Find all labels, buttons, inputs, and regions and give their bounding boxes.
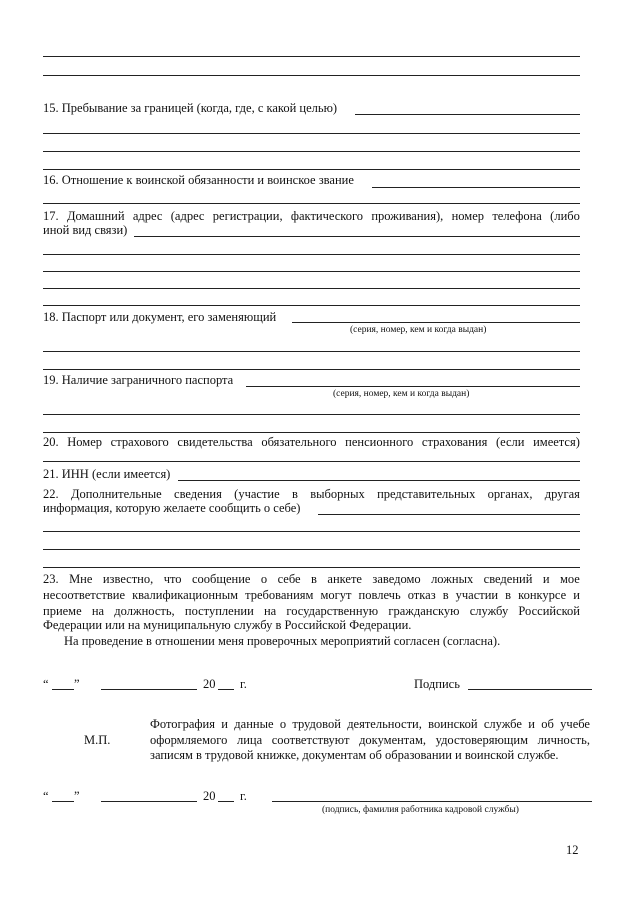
word: и: [542, 572, 550, 586]
word: страхового: [110, 435, 169, 449]
q15-answer-line[interactable]: [355, 114, 580, 115]
stamp-mp: М.П.: [84, 733, 111, 747]
word: 17.: [43, 209, 59, 223]
word: соответствуют: [271, 733, 350, 747]
word: (либо: [550, 209, 580, 223]
hr-signature-hint: (подпись, фамилия работника кадровой службы): [322, 805, 519, 815]
q23-line2: [43, 587, 580, 603]
word: ложных: [431, 572, 474, 586]
q21-label: 21. ИНН (если имеется): [43, 467, 171, 481]
word: мое: [559, 572, 580, 586]
q16-answer-line[interactable]: [372, 187, 580, 188]
q20-label: [43, 434, 580, 450]
word: обязательного: [261, 435, 337, 449]
blank-line[interactable]: [43, 369, 580, 370]
word: выборных: [310, 487, 365, 501]
blank-line[interactable]: [43, 414, 580, 415]
word: телефона: [492, 209, 542, 223]
word: в: [311, 572, 317, 586]
date2-day-line[interactable]: [52, 801, 74, 802]
word: фактического: [290, 209, 364, 223]
q18-hint: (серия, номер, кем и когда выдан): [350, 325, 487, 335]
word: представительных: [377, 487, 476, 501]
word: пенсионного: [345, 435, 414, 449]
word: что: [163, 572, 182, 586]
word: документам,: [359, 733, 426, 747]
page-number: 12: [566, 843, 579, 857]
word: могут: [320, 588, 352, 602]
q16-label: 16. Отношение к воинской обязанности и воинское звание: [43, 173, 354, 187]
word: адрес: [132, 209, 163, 223]
q17-answer-line[interactable]: [134, 236, 580, 237]
date-year-prefix: 20: [203, 677, 216, 691]
word: в: [292, 487, 298, 501]
blank-line[interactable]: [43, 432, 580, 433]
q21-answer-line[interactable]: [178, 480, 580, 481]
word: (участие: [234, 487, 280, 501]
q17-label-line2: иной вид связи): [43, 223, 128, 237]
word: об: [541, 717, 554, 731]
blank-line[interactable]: [43, 351, 580, 352]
word: регистрации,: [212, 209, 283, 223]
word: Российской: [518, 604, 580, 618]
word: Дополнительные: [70, 487, 162, 501]
word: сведений: [483, 572, 533, 586]
date-day-line[interactable]: [52, 689, 74, 690]
q15-label: 15. Пребывание за границей (когда, где, с какой целью): [43, 101, 338, 115]
word: о: [260, 572, 268, 586]
word: гражданскую: [388, 604, 460, 618]
word: несоответствие: [43, 588, 126, 602]
stamp-line2: [150, 732, 590, 748]
word: и: [528, 717, 535, 731]
word: сообщение: [191, 572, 251, 586]
date-year-line[interactable]: [218, 689, 234, 690]
date2-year-prefix: 20: [203, 789, 216, 803]
q22-label-line1: [43, 486, 580, 502]
word: приеме: [43, 604, 82, 618]
word: воинской: [428, 717, 478, 731]
date2-year-line[interactable]: [218, 801, 234, 802]
word: сведения: [174, 487, 222, 501]
word: на: [263, 604, 277, 618]
word: службе: [483, 717, 522, 731]
blank-line[interactable]: [43, 203, 580, 204]
word: Домашний: [66, 209, 125, 223]
date-month-line[interactable]: [101, 689, 197, 690]
signature-label: Подпись: [414, 677, 460, 691]
word: данные: [234, 717, 274, 731]
word: должность,: [114, 604, 175, 618]
word: свидетельства: [177, 435, 253, 449]
word: квалификационным: [132, 588, 239, 602]
word: номер: [451, 209, 484, 223]
word: учебе: [560, 717, 590, 731]
blank-line[interactable]: [43, 254, 580, 255]
signature-line[interactable]: [468, 689, 592, 690]
stamp-line3: записям в трудовой книжке, документам об образовании и воинской службе.: [150, 748, 559, 762]
blank-line[interactable]: [43, 133, 580, 134]
q23-consent: На проведение в отношении меня проверочных мероприятий согласен (согласна).: [64, 634, 501, 648]
word: отказ: [407, 588, 436, 602]
word: органах,: [487, 487, 533, 501]
word: (адрес: [170, 209, 205, 223]
q18-label: 18. Паспорт или документ, его заменяющий: [43, 310, 277, 324]
word: 23.: [43, 572, 59, 586]
word: страхования: [421, 435, 488, 449]
word: (если: [495, 435, 525, 449]
word: анкете: [327, 572, 362, 586]
word: деятельности,: [347, 717, 422, 731]
word: повлечь: [358, 588, 401, 602]
word: Мне: [69, 572, 93, 586]
word: удостоверяющим: [435, 733, 529, 747]
blank-line[interactable]: [43, 56, 580, 57]
blank-line[interactable]: [43, 549, 580, 550]
hr-signature-line[interactable]: [272, 801, 592, 802]
word: Номер: [67, 435, 103, 449]
word: поступлении: [184, 604, 254, 618]
q18-answer-line[interactable]: [292, 322, 580, 323]
q19-hint: (серия, номер, кем и когда выдан): [333, 389, 470, 399]
q23-line3: [43, 603, 580, 619]
date-close-quote: ”: [74, 677, 80, 691]
word: в: [505, 588, 512, 602]
word: оформляемого: [150, 733, 228, 747]
blank-line[interactable]: [43, 461, 580, 462]
date-year-suffix: г.: [240, 677, 247, 691]
blank-line[interactable]: [43, 75, 580, 76]
date-open-quote: “: [43, 677, 49, 691]
word: государственную: [286, 604, 379, 618]
word: проживания),: [371, 209, 444, 223]
q22-answer-line[interactable]: [318, 514, 580, 515]
word: себе: [277, 572, 301, 586]
q23-line1: [43, 571, 580, 587]
word: заведомо: [372, 572, 421, 586]
date2-year-suffix: г.: [240, 789, 247, 803]
word: трудовой: [292, 717, 341, 731]
q23-line4: Федерации или на муниципальную службу в Российской Федерации.: [43, 618, 412, 632]
stamp-line1: [150, 716, 590, 732]
blank-line[interactable]: [43, 288, 580, 289]
word: службу: [469, 604, 509, 618]
word: конкурсе: [518, 588, 567, 602]
word: 22.: [43, 487, 59, 501]
word: другая: [544, 487, 580, 501]
word: имеется): [533, 435, 580, 449]
blank-line[interactable]: [43, 169, 580, 170]
word: требованиям: [245, 588, 314, 602]
word: Фотография: [150, 717, 215, 731]
date2-open-quote: “: [43, 789, 49, 803]
word: в: [442, 588, 449, 602]
word: о: [279, 717, 287, 731]
blank-line[interactable]: [43, 305, 580, 306]
word: участии: [455, 588, 499, 602]
blank-line[interactable]: [43, 151, 580, 152]
q19-answer-line[interactable]: [246, 386, 580, 387]
word: 20.: [43, 435, 59, 449]
word: лица: [236, 733, 263, 747]
q17-label-line1: [43, 208, 580, 224]
word: и: [221, 717, 228, 731]
word: личность,: [537, 733, 590, 747]
blank-line[interactable]: [43, 531, 580, 532]
q19-label: 19. Наличие заграничного паспорта: [43, 373, 234, 387]
blank-line[interactable]: [43, 271, 580, 272]
date2-month-line[interactable]: [101, 801, 197, 802]
word: и: [573, 588, 580, 602]
word: известно,: [102, 572, 154, 586]
date2-close-quote: ”: [74, 789, 80, 803]
q22-label-line2: информация, которую желаете сообщить о себе): [43, 501, 301, 515]
word: на: [91, 604, 105, 618]
blank-line[interactable]: [43, 567, 580, 568]
